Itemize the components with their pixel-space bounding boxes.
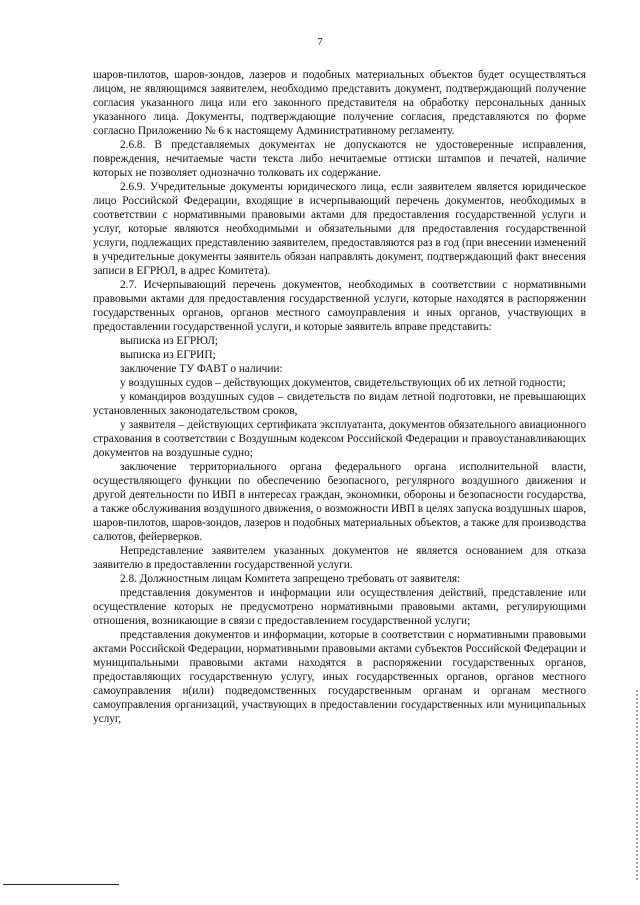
paragraph: шаров-пилотов, шаров-зондов, лазеров и подобных материальных объектов будет осуществляться лицом, не являющимся заявителем, необходимо представить документ, подтверждающий получение согласия указанного лица или его законного представителя на обработку персональных данных указанного лица. Документы, подтверждающие получение согласия, представляются по форме согласно Приложению № 6 к настоящему Административному регламенту. [93,69,586,137]
page-number: 7 [317,36,323,48]
paragraph: 2.8. Должностным лицам Комитета запрещено требовать от заявителя: [120,573,461,585]
paragraph: заключение территориального органа федерального органа исполнительной власти, осуществляющего функции по обеспечению безопасного, регулярного воздушного движения и другой деятельности по ИВП в интересах граждан, экономики, обороны и безопасности государства, а также обслуживания воздушного движения, о возможности ИВП в целях запуска воздушных шаров, шаров-пилотов, шаров-зондов, лазеров и подобных материальных объектов, а также для производства салютов, фейерверков. [93,461,586,543]
paragraph: представления документов и информации или осуществления действий, представление или осуществление которых не предусмотрено нормативными правовыми актами, регулирующими отношения, возникающие в связи с предоставлением государственной услуги; [93,587,586,627]
paragraph: выписка из ЕГРЮЛ; [120,335,219,347]
paragraph: 2.6.9. Учредительные документы юридического лица, если заявителем является юридическое лицо Российской Федерации, входящие в исчерпывающий перечень документов, необходимых в соответствии с нормативными правовыми актами для предоставления государственной услуги и услуг, которые являются необходимыми и обязательными для предоставления государственной услуги, подлежащих представлению заявителем, предоставляются раз в год (при внесении изменений в учредительные документы заявитель обязан направлять документ, подтверждающий факт внесения записи в ЕГРЮЛ, в адрес Комитета). [93,181,586,277]
paragraph: у воздушных судов – действующих документов, свидетельствующих об их летной годности; [120,377,566,389]
document-body [93,68,586,726]
paragraph: выписка из ЕГРИП; [120,349,216,361]
paragraph: представления документов и информации, которые в соответствии с нормативными правовыми актами Российской Федерации, нормативными правовыми актами субъектов Российской Федерации и муниципальными правовыми актами находятся в распоряжении государственных органов, предоставляющих государственную услугу, иных государственных органов, органов местного самоуправления и(или) подведомственных государственным органам и органам местного самоуправления организаций, участвующих в предоставлении государственных или муниципальных услуг, [93,629,586,725]
paragraph: 2.7. Исчерпывающий перечень документов, необходимых в соответствии с нормативными правовыми актами для предоставления государственной услуги, которые находятся в распоряжении государственных органов, органов местного самоуправления и иных органов, участвующих в предоставлении государственной услуги, и которые заявитель вправе представить: [93,279,586,333]
footnote-rule [3,884,119,885]
paragraph: Непредставление заявителем указанных документов не является основанием для отказа заявителю в предоставлении государственной услуги. [93,545,586,571]
paragraph: у командиров воздушных судов – свидетельств по видам летной подготовки, не превышающих установленных законодательством сроков, [93,391,586,417]
paragraph: у заявителя – действующих сертификата эксплуатанта, документов обязательного авиационного страхования в соответствии с Воздушным кодексом Российской Федерации и правоустанавливающих документов на воздушные судно; [93,419,586,459]
paragraph: 2.6.8. В представляемых документах не допускаются не удостоверенные исправления, повреждения, нечитаемые части текста либо нечитаемые оттиски штампов и печатей, наличие которых не позволяет однозначно толковать их содержание. [93,139,586,179]
scan-edge-artifact [630,690,638,880]
paragraph: заключение ТУ ФАВТ о наличии: [120,363,283,375]
